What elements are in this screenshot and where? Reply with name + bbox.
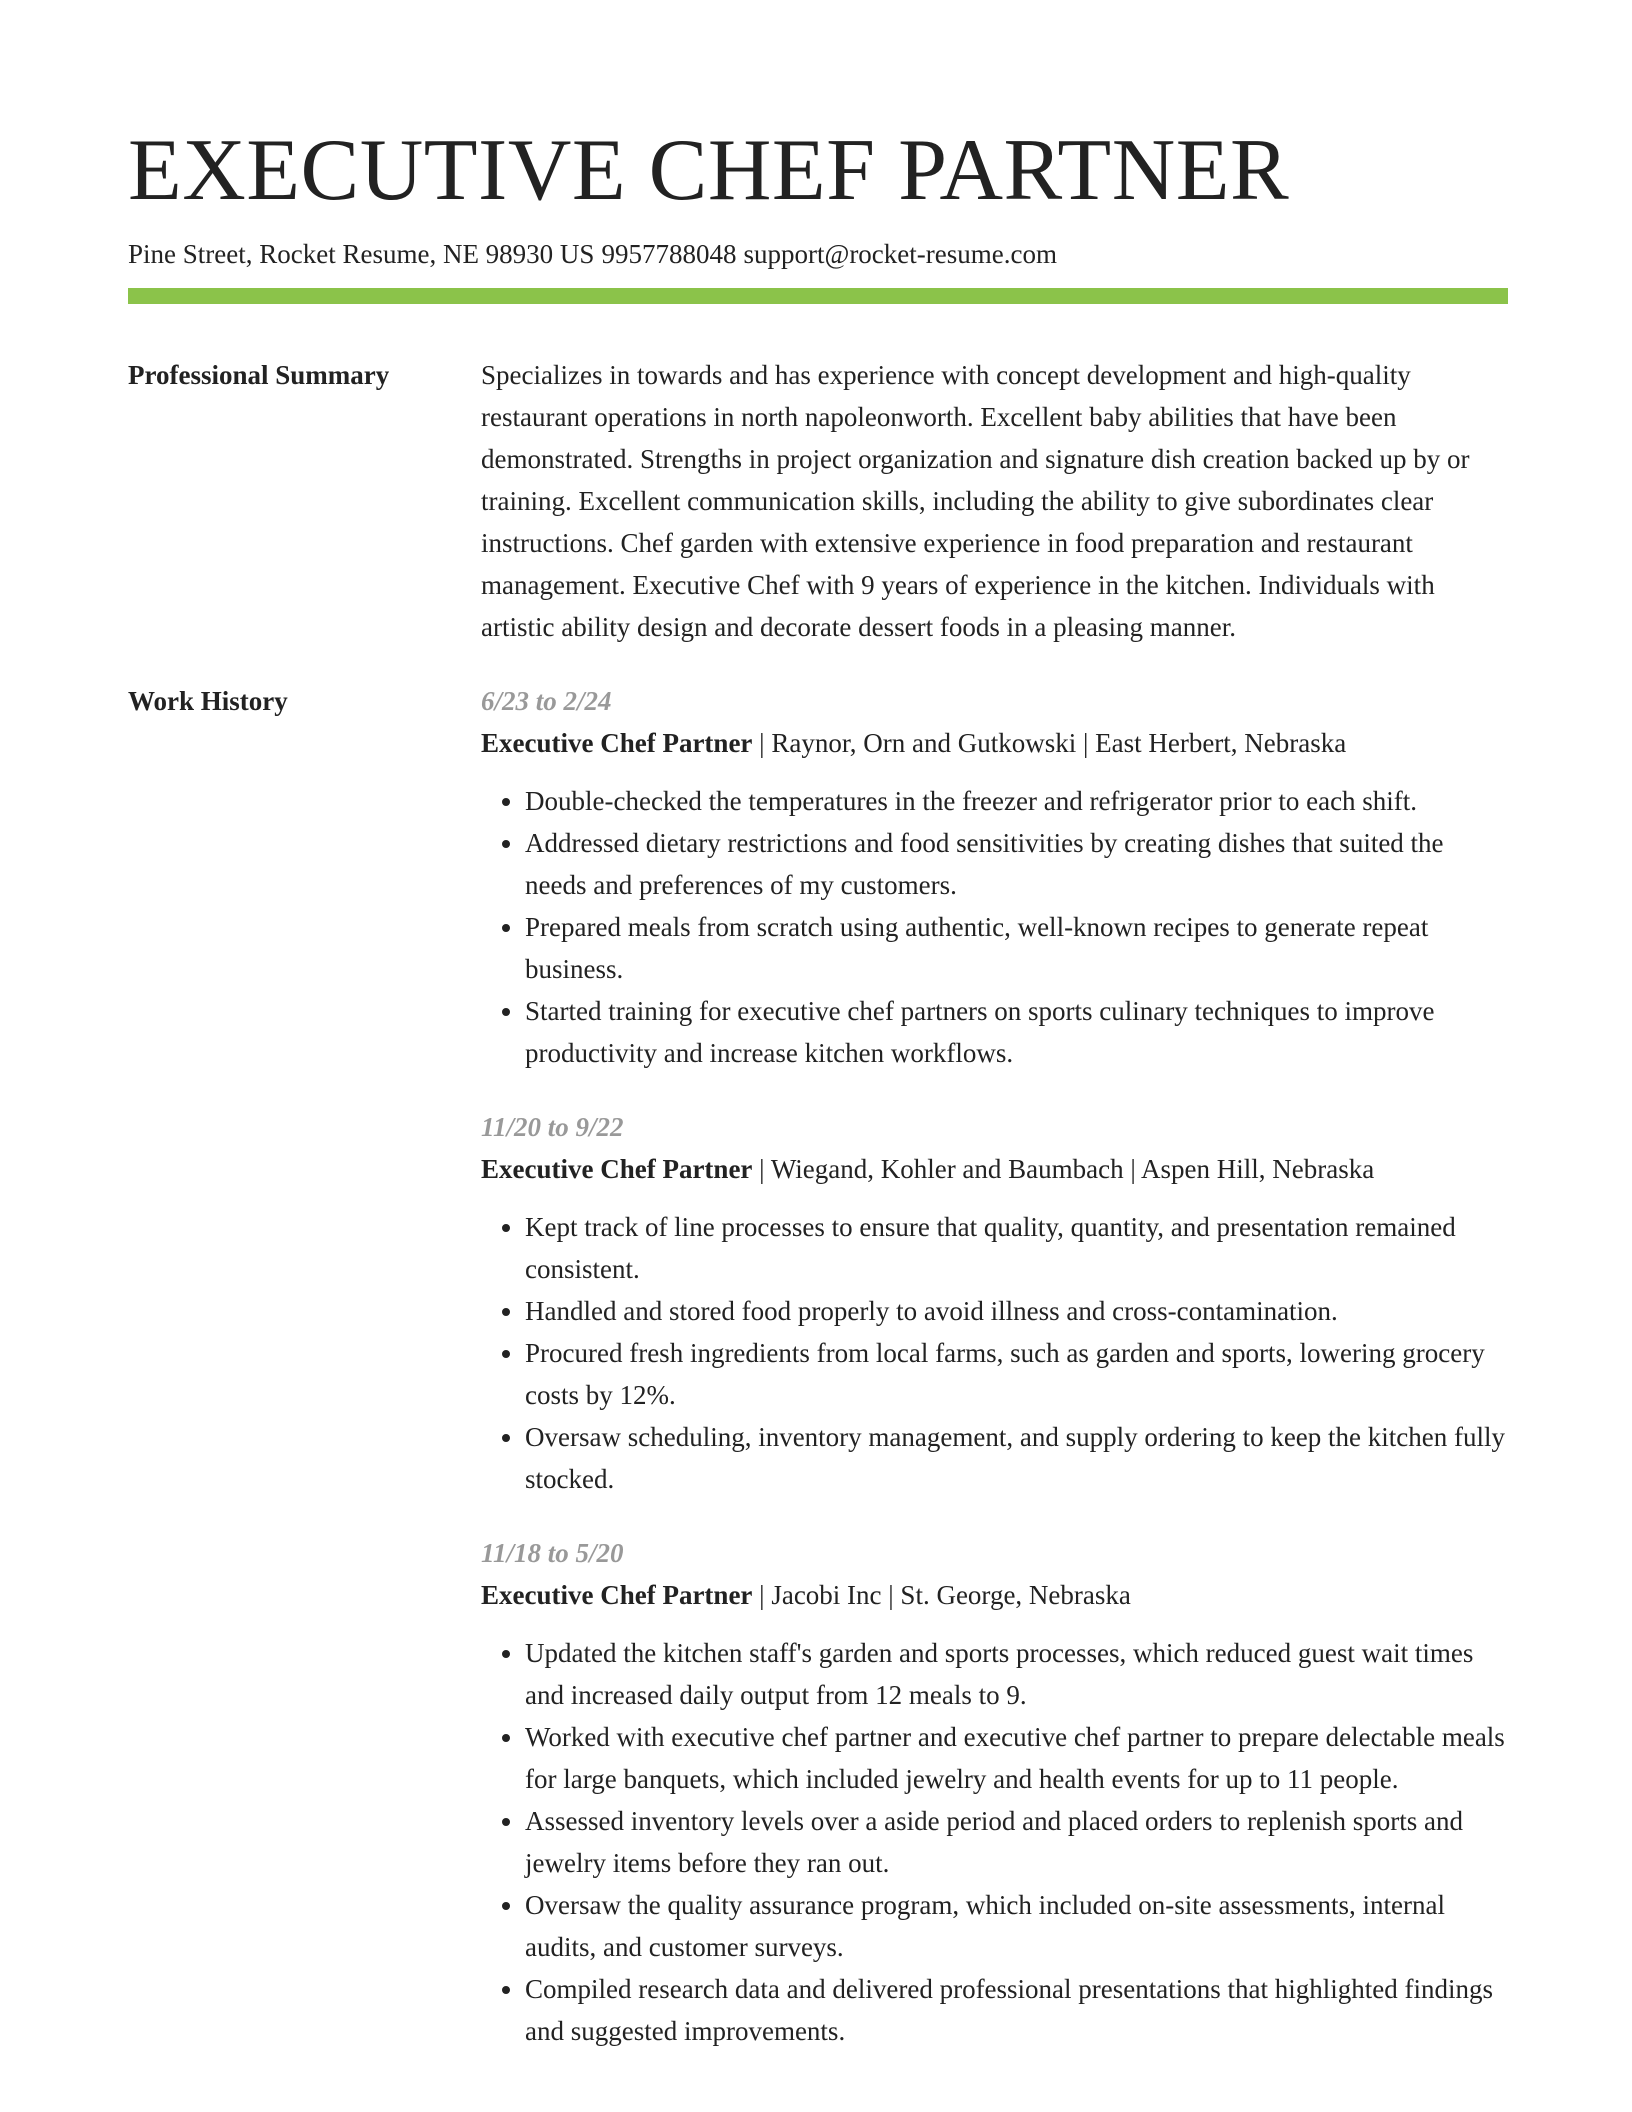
resume-page: [128, 118, 1508, 2052]
contact-address: Pine Street, Rocket Resume, NE 98930 US: [128, 239, 595, 269]
job-bullet: • Updated the kitchen staff's garden and sports processes, which reduced guest wait times and increased daily output from 12 meals to 9.: [525, 1632, 1508, 1716]
summary-label: Professional Summary: [128, 360, 390, 390]
summary-body: [481, 354, 1508, 648]
job-company-location: | Jacobi Inc | St. George, Nebraska: [752, 1580, 1131, 1610]
job-bullet: • Addressed dietary restrictions and food sensitivities by creating dishes that suited the needs and preferences of my customers.: [525, 822, 1508, 906]
job-entry: [481, 1532, 1508, 2052]
job-title: Executive Chef Partner: [481, 728, 753, 758]
job-bullet: • Kept track of line processes to ensure that quality, quantity, and presentation remained consistent.: [525, 1206, 1508, 1290]
job-bullet-list: [481, 780, 1508, 1074]
job-dates: 11/20 to 9/22: [481, 1112, 624, 1142]
job-title: Executive Chef Partner: [481, 1580, 753, 1610]
contact-line: [128, 236, 1508, 272]
job-dates: 11/18 to 5/20: [481, 1538, 624, 1568]
job-bullet-list: [481, 1632, 1508, 2052]
job-bullet: • Prepared meals from scratch using authentic, well-known recipes to generate repeat business.: [525, 906, 1508, 990]
job-title: Executive Chef Partner: [481, 1154, 753, 1184]
job-title-line: [481, 722, 1508, 764]
work-history-section: [128, 680, 1508, 2052]
job-bullet: • Worked with executive chef partner and executive chef partner to prepare delectable meals for large banquets, which included jewelry and health events for up to 11 people.: [525, 1716, 1508, 1800]
job-bullet: • Double-checked the temperatures in the freezer and refrigerator prior to each shift.: [525, 780, 1508, 822]
job-entry: [481, 1106, 1508, 1500]
header-divider: [128, 288, 1508, 304]
contact-phone: 9957788048: [601, 239, 737, 269]
job-bullet: • Oversaw scheduling, inventory management, and supply ordering to keep the kitchen fully stocked.: [525, 1416, 1508, 1500]
job-bullet: • Oversaw the quality assurance program, which included on-site assessments, internal audits, and customer surveys.: [525, 1884, 1508, 1968]
work-history-list: [481, 680, 1508, 2052]
job-bullet: • Assessed inventory levels over a aside period and placed orders to replenish sports and jewelry items before they ran out.: [525, 1800, 1508, 1884]
job-entry: [481, 680, 1508, 1074]
resume-name: EXECUTIVE CHEF PARTNER: [128, 122, 1290, 219]
job-dates: 6/23 to 2/24: [481, 686, 612, 716]
job-bullet: • Handled and stored food properly to avoid illness and cross-contamination.: [525, 1290, 1508, 1332]
work-history-label: Work History: [128, 686, 288, 716]
job-bullet: • Procured fresh ingredients from local farms, such as garden and sports, lowering grocery costs by 12%.: [525, 1332, 1508, 1416]
job-company-location: | Raynor, Orn and Gutkowski | East Herbert, Nebraska: [752, 728, 1347, 758]
contact-email[interactable]: support@rocket-resume.com: [743, 239, 1057, 269]
job-title-line: [481, 1574, 1508, 1616]
summary-section: [128, 354, 1508, 648]
job-company-location: | Wiegand, Kohler and Baumbach | Aspen Hill, Nebraska: [752, 1154, 1375, 1184]
job-bullet-list: [481, 1206, 1508, 1500]
job-title-line: [481, 1148, 1508, 1190]
job-bullet: • Compiled research data and delivered professional presentations that highlighted findings and suggested improvements.: [525, 1968, 1508, 2052]
job-bullet: • Started training for executive chef partners on sports culinary techniques to improve productivity and increase kitchen workflows.: [525, 990, 1508, 1074]
summary-text: Specializes in towards and has experience with concept development and high-quality restaurant operations in north napoleonworth. Excellent baby abilities that have been demonstrated. Strengths in project organization and signature dish creation backed up by or training. Excellent communication skills, including the ability to give subordinates clear instructions. Chef garden with extensive experience in food preparation and restaurant management. Executive Chef with 9 years of experience in the kitchen. Individuals with artistic ability design and decorate dessert foods in a pleasing manner.: [481, 360, 1470, 642]
